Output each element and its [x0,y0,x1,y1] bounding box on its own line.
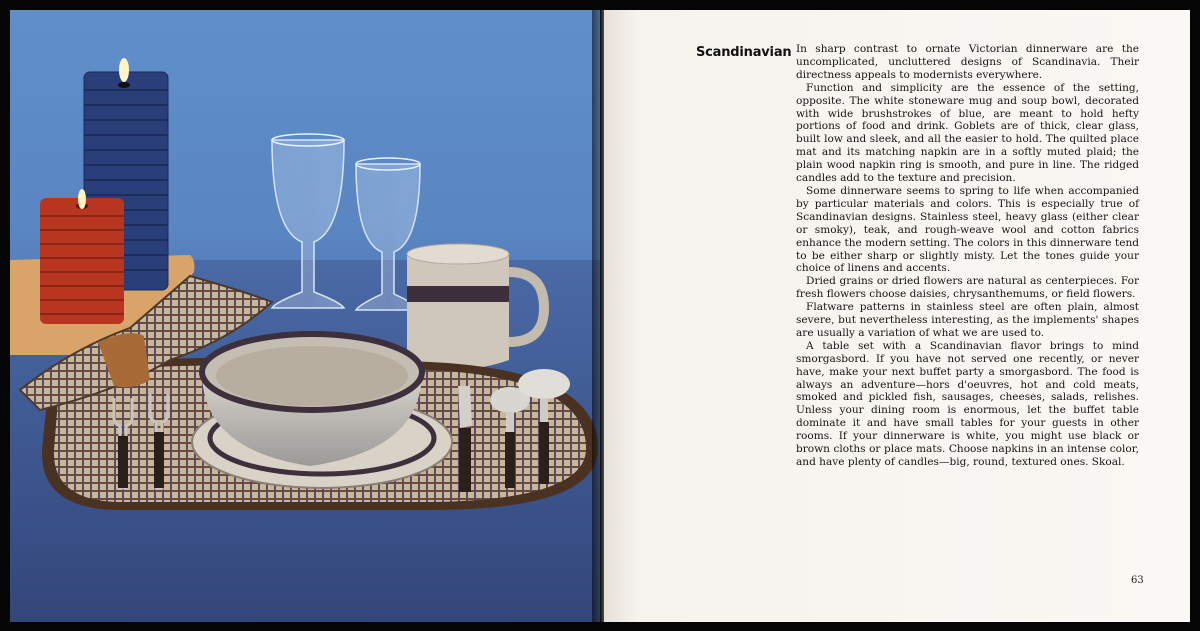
red-candle [40,189,124,324]
paragraph-materials: Some dinnerware seems to spring to life when accompanied by particular materials and colors. This is especially true of Scandinavian designs. Stainless steel, heavy glass (either clear or smoky), teak, and rough-weave wool and cotton fabrics enhance the modern setting. The colors in this dinnerware tend to be either sharp or slightly misty. Let the tones guide your choice of linens and accents. [796,184,1139,275]
section-title: Scandinavian [696,45,792,60]
text-page [604,10,1190,622]
paragraph-intro: In sharp contrast to ornate Victorian dinnerware are the uncomplicated, uncluttered designs of Scandinavia. Their directness appeals to modernists everywhere. [796,43,1139,81]
knife [458,386,472,492]
page-number: 63 [1131,575,1144,586]
body-text [796,43,1139,469]
table-setting-photo [10,10,600,622]
paragraph-centerpieces: Dried grains or dried flowers are natural as centerpieces. For fresh flowers choose daisies, chrysanthemums, or field flowers. [796,275,1139,301]
photo-page [10,10,600,622]
paragraph-flatware: Flatware patterns in stainless steel are often plain, almost severe, but nevertheless interesting, as the implements' shapes are usually a variation of what we are used to. [796,301,1139,339]
paragraph-smorgasbord: A table set with a Scandinavian flavor brings to mind smorgasbord. If you have not served one recently, or never have, make your next buffet party a smorgasbord. The food is always an adventure—hors d'oeuvres, hot and cold meats, smoked and pickled fish, sausages, cheeses, salads, relishes. Unless your dining room is enormous, let the buffet table dominate it and have small tables for your guests in other rooms. If your dinnerware is white, you might use black or brown cloths or place mats. Choose napkins in an intense color, and have plenty of candles—big, round, textured ones. Skoal. [796,339,1139,468]
paragraph-function: Function and simplicity are the essence of the setting, opposite. The white stoneware mug and soup bowl, decorated with wide brushstrokes of blue, are meant to hold hefty portions of food and drink. Goblets are of thick, clear glass, built low and sleek, and all the easier to hold. The quilted place mat and its matching napkin are in a softly muted plaid; the plain wood napkin ring is smooth, and pure in line. The ridged candles add to the texture and precision. [796,81,1139,185]
